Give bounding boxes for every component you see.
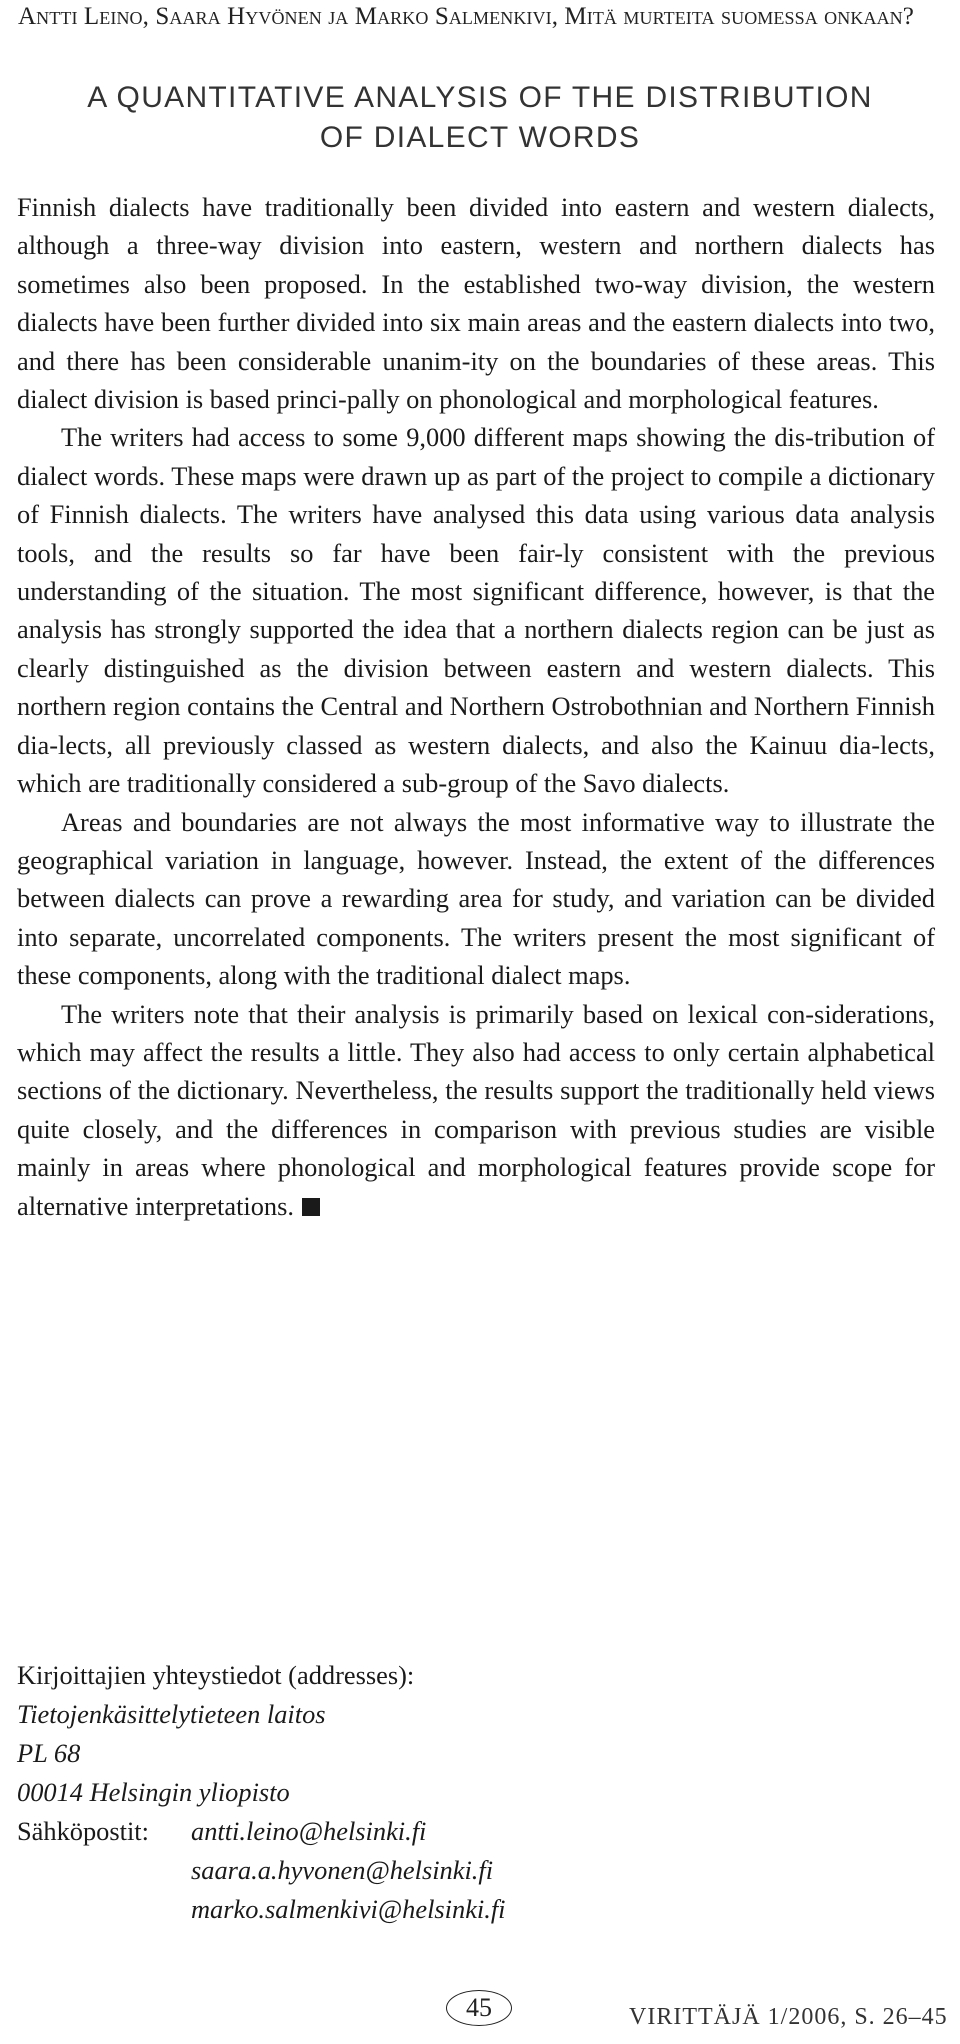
- po-box: PL 68: [17, 1738, 81, 1768]
- author-addresses: [17, 1656, 717, 1929]
- article-title: [0, 78, 960, 158]
- abstract-paragraph-3: [17, 803, 935, 995]
- email-address[interactable]: marko.salmenkivi@helsinki.fi: [191, 1894, 506, 1924]
- email-address[interactable]: antti.leino@helsinki.fi: [191, 1816, 427, 1846]
- email-label: Sähköpostit:: [17, 1816, 149, 1846]
- institution-name: Tietojenkäsittelytieteen laitos: [17, 1699, 326, 1729]
- paragraph-text: Areas and boundaries are not always the most informative way to illustrate the geographical variation in language, however. Instead, the extent of the differences between dialects can prove a rewarding area for study, and variation can be divided into separate, uncorrelated components. The writers present the most significant of these components, along with the traditional dialect maps.: [17, 806, 935, 991]
- page-number: 45: [446, 1990, 512, 2026]
- paragraph-text: Finnish dialects have traditionally been divided into eastern and western dialects, although a three-way division into eastern, western and northern dialects has sometimes also been proposed. In the established two-way division, the western dialects have been further divided into six main areas and the eastern dialects into two, and there has been considerable unanim-ity on the boundaries of these areas. This dialect division is based princi-pally on phonological and morphological features.: [17, 192, 935, 415]
- email-address[interactable]: saara.a.hyvonen@helsinki.fi: [191, 1855, 494, 1885]
- journal-reference: VIRITTÄJÄ 1/2006, S. 26–45: [629, 2004, 948, 2030]
- abstract-paragraph-2: [17, 418, 935, 802]
- paragraph-text: The writers had access to some 9,000 different maps showing the dis-tribution of dialect words. These maps were drawn up as part of the project to compile a dictionary of Finnish dialects. The writers have analysed this data using various data analysis tools, and the results so far have been fair-ly consistent with the previous understanding of the situation. The most significant difference, however, is that the analysis has strongly supported the idea that a northern dialects region can be just as clearly distinguished as the division between eastern and western dialects. This northern region contains the Central and Northern Ostrobothnian and Northern Finnish dia-lects, all previously classed as western dialects, and also the Kainuu dia-lects, which are traditionally considered a sub-group of the Savo dialects.: [17, 422, 935, 799]
- email-block: [17, 1812, 717, 1929]
- abstract-paragraph-1: [17, 188, 935, 418]
- abstract-paragraph-4: [17, 995, 935, 1225]
- article-title-line-1: A QUANTITATIVE ANALYSIS OF THE DISTRIBUTION: [87, 81, 873, 115]
- paragraph-text: The writers note that their analysis is primarily based on lexical con-siderations, which may affect the results a little. They also had access to only certain alphabetical sections of the dictionary. Nevertheless, the results support the traditionally held views quite closely, and the differences in comparison with previous studies are visible mainly in areas where phonological and morphological features provide scope for alternative interpretations.: [17, 998, 935, 1221]
- postal-address: 00014 Helsingin yliopisto: [17, 1777, 290, 1807]
- end-of-article-square-icon: [302, 1198, 320, 1216]
- addresses-heading: Kirjoittajien yhteystiedot (addresses):: [17, 1660, 415, 1690]
- running-head: Antti Leino, Saara Hyvönen ja Marko Salmenkivi, Mitä murteita suomessa onkaan?: [18, 3, 914, 30]
- article-title-line-2: OF DIALECT WORDS: [319, 121, 641, 155]
- email-list: [191, 1812, 506, 1929]
- abstract-body: [17, 188, 935, 1225]
